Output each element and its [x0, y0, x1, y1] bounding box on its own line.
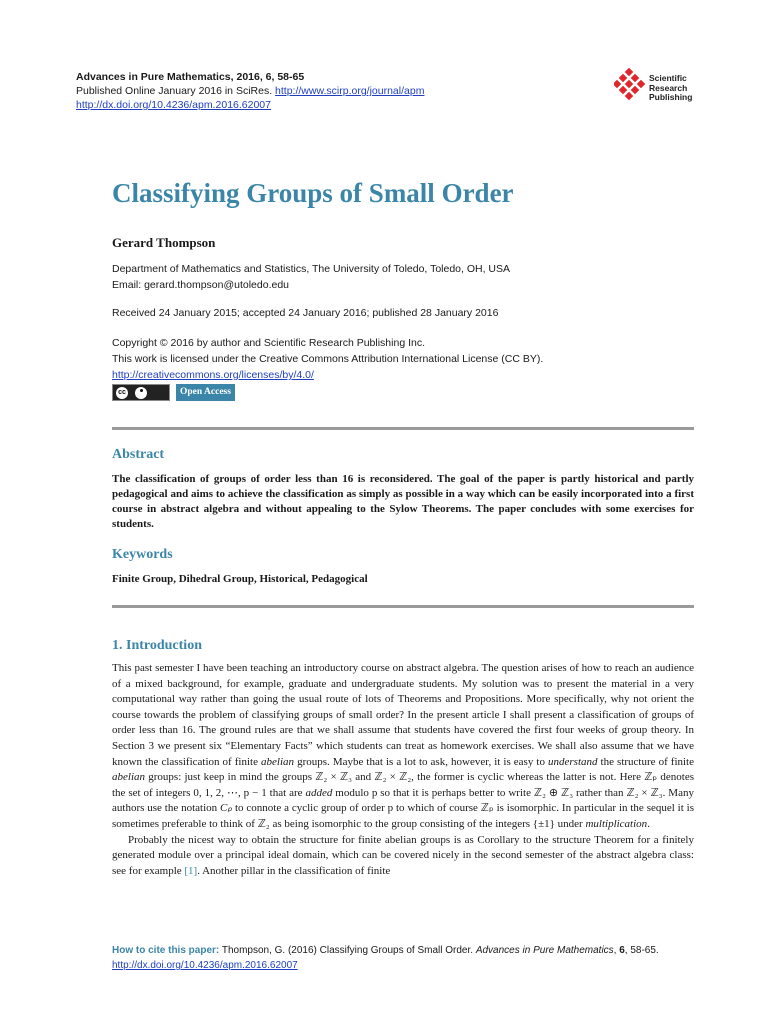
journal-url-link[interactable]: http://www.scirp.org/journal/apm	[275, 85, 425, 97]
emphasis: multiplication	[585, 817, 648, 830]
text-run: groups. Maybe that is a lot to ask, however, it is easy to	[294, 755, 548, 768]
cite-doi-link[interactable]: http://dx.doi.org/10.4236/apm.2016.62007	[112, 960, 298, 971]
text-run: ,	[613, 945, 620, 956]
text-run: that are	[266, 786, 306, 799]
published-line	[76, 84, 424, 98]
math: ℤ₂ ⊕ ℤ₃	[533, 786, 574, 799]
text-run: , the former is cyclic whereas the latter is not. Here	[411, 771, 645, 784]
paper-dates: Received 24 January 2015; accepted 24 January 2016; published 28 January 2016	[112, 307, 499, 319]
citation-line	[112, 943, 659, 958]
publisher-diamond-icon	[614, 68, 646, 110]
cite-pages: , 58-65.	[624, 945, 659, 956]
text-run: the structure of finite	[597, 755, 694, 768]
keywords-heading: Keywords	[112, 547, 173, 562]
citation-link[interactable]: [1]	[184, 864, 198, 877]
copyright-line: Copyright © 2016 by author and Scientific Research Publishing Inc.	[112, 337, 425, 349]
text-run: . Another pillar in the classification of finite	[197, 864, 391, 877]
publisher-name-line: Research	[649, 82, 688, 93]
introduction-body	[112, 661, 694, 879]
publisher-logo	[614, 68, 704, 110]
math: ℤ₂ × ℤ₃	[315, 771, 352, 784]
cite-volume: 6	[619, 945, 625, 956]
text-run: is isomorphic. In particular in the sequel it is sometimes preferable to think of	[112, 802, 694, 830]
paper-title: Classifying Groups of Small Order	[112, 178, 514, 208]
section-divider	[112, 427, 694, 430]
cite-text: Thompson, G. (2016) Classifying Groups of Small Order.	[219, 945, 476, 956]
introduction-heading: 1. Introduction	[112, 638, 202, 653]
text-run: modulo p so that it is perhaps better to write	[332, 786, 534, 799]
affiliation: Department of Mathematics and Statistics, The University of Toledo, Toledo, OH, USA	[112, 263, 511, 275]
open-access-badge: Open Access	[176, 384, 235, 401]
license-line: This work is licensed under the Creative Commons Attribution International License (CC BY).	[112, 353, 544, 365]
text-run: as being isomorphic to the group consisting of the integers	[269, 817, 533, 830]
section-divider	[112, 605, 694, 608]
by-person-icon	[135, 387, 147, 399]
cc-by-badge[interactable]	[112, 384, 170, 401]
publisher-name-line: Publishing	[649, 92, 693, 102]
publisher-name	[649, 74, 692, 103]
author-email: Email: gerard.thompson@utoledo.edu	[112, 279, 290, 291]
math: {±1}	[532, 817, 555, 830]
text-run: This past semester I have been teaching an introductory course on abstract algebra. The question arises of how to reach an audience of a mixed background, for example, graduate and undergraduate students. My solution was to present the material in a very computational way rather than going the usual route of lots of Theorems and Propositions. More specifically, why not orient the course towards the problem of classifying groups of small order? In the present article I shall present a classification of groups of order less than 16. The ground rules are that we shall assume that students have covered the first four weeks of group theory. In Section 3 we present six “Elementary Facts” which students can treat as homework exercises. We shall also assume that we have known the classification of finite	[112, 662, 694, 768]
cite-label: How to cite this paper:	[112, 945, 220, 956]
paragraph	[112, 833, 694, 880]
text-run: and	[352, 771, 375, 784]
math: ℤ₂ × ℤ₂	[374, 771, 412, 784]
emphasis: added	[305, 786, 333, 799]
paragraph	[112, 661, 694, 833]
journal-header	[76, 70, 424, 112]
license-url-link[interactable]: http://creativecommons.org/licenses/by/4.0/	[112, 369, 314, 381]
text-run: rather than	[573, 786, 627, 799]
text-run: to connote a cyclic group of order p to which of course	[232, 802, 481, 815]
math: ℤ₂	[257, 817, 270, 830]
math: Cₚ	[220, 802, 233, 815]
math: ℤ₂ × ℤ₃	[626, 786, 663, 799]
text-run: .	[647, 817, 650, 830]
abstract-text: The classification of groups of order less than 16 is reconsidered. The goal of the paper is partly historical and partly pedagogical and aims to achieve the classification as simply as possible in a way which can be easily incorporated into a first course in abstract algebra and without appealing to the Sylow Theorems. The paper concludes with some exercises for students.	[112, 473, 694, 530]
text-run: groups: just keep in mind the groups	[145, 771, 316, 784]
cite-journal: Advances in Pure Mathematics	[475, 945, 614, 956]
journal-line: Advances in Pure Mathematics, 2016, 6, 58-65	[76, 71, 305, 83]
publisher-name-line: Scientific	[649, 73, 687, 83]
text-run: denotes the set of integers	[112, 771, 694, 799]
math: ℤₚ	[644, 771, 658, 784]
emphasis: understand	[548, 755, 598, 768]
keywords-text: Finite Group, Dihedral Group, Historical, Pedagogical	[112, 573, 368, 585]
citation-footer	[112, 943, 659, 973]
published-prefix: Published Online January 2016 in SciRes.	[76, 85, 273, 97]
text-run: Probably the nicest way to obtain the structure for finite abelian groups is as Corollary to the structure Theorem for a finitely generated module over a principal ideal domain, which can be covered nicely in the second semester of the abstract algebra class: see for example	[112, 833, 694, 877]
emphasis: abelian	[261, 755, 295, 768]
text-run: . Many authors use the notation	[112, 786, 694, 815]
copyright-block	[112, 335, 543, 383]
affiliation-block	[112, 261, 510, 293]
doi-link[interactable]: http://dx.doi.org/10.4236/apm.2016.62007	[76, 99, 271, 111]
cc-icon: cc	[116, 387, 128, 399]
math: 0, 1, 2, ⋯, p − 1	[193, 786, 267, 799]
math: ℤₚ	[480, 802, 494, 815]
abstract-heading: Abstract	[112, 447, 165, 462]
emphasis: abelian	[112, 771, 145, 784]
text-run: under	[554, 817, 586, 830]
author-name: Gerard Thompson	[112, 235, 216, 250]
